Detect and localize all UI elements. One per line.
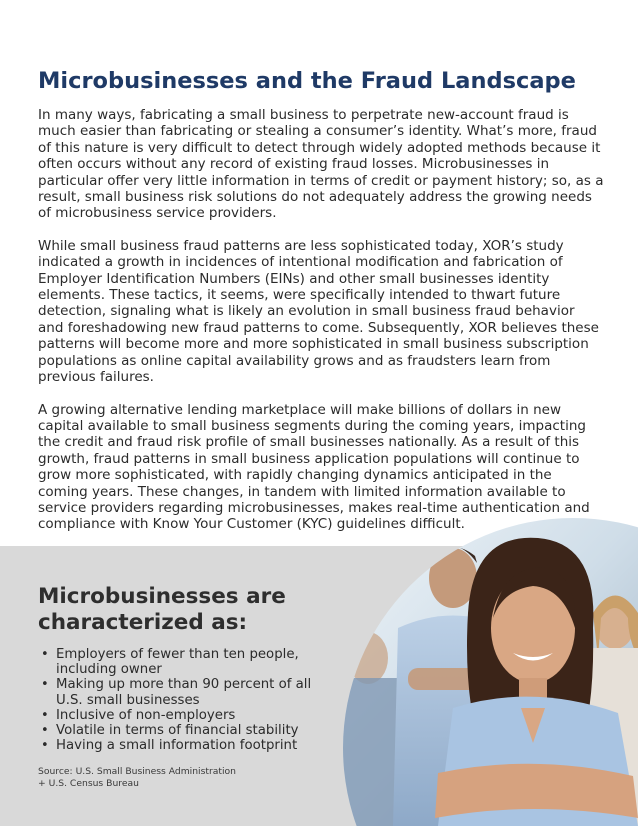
list-item: • Employers of fewer than ten people, including owner [38, 647, 318, 677]
page-title: Microbusinesses and the Fraud Landscape [38, 68, 576, 94]
source-line: Source: U.S. Small Business Administration [38, 766, 236, 777]
paragraph: A growing alternative lending marketplace will make billions of dollars in new capital available to small business segments during the coming years, impacting the credit and fraud risk profile of small businesses nationally. As a result of this growth, fraud patterns in small business application populations will continue to grow more sophisticated, with rapidly changing dynamics anticipated in the coming years. These changes, in tandem with limited information available to service providers regarding microbusinesses, makes real-time authentication and compliance with Know Your Customer (KYC) guidelines difficult. [38, 401, 590, 533]
paragraph: In many ways, fabricating a small business to perpetrate new-account fraud is much easier than fabricating or stealing a consumer’s identity. What’s more, fraud of this nature is very difficult to detect through widely adopted methods because it often occurs without any record of existing fraud losses. Microbusinesses in particular offer very little information in terms of credit or payment history; so, as a result, small business risk solutions do not adequately address the growing needs of microbusiness service providers. [38, 107, 604, 222]
source-line: + U.S. Census Bureau [38, 777, 139, 789]
list-item: • Having a small information footprint [38, 738, 318, 753]
team-photo [343, 518, 638, 826]
list-item: • Making up more than 90 percent of all U.S. small businesses [38, 677, 318, 707]
source-note [38, 766, 298, 789]
list-item: • Volatile in terms of financial stability [38, 723, 318, 738]
characteristics-list [38, 647, 318, 753]
body-text [38, 107, 604, 549]
sidebar-title: Microbusinesses are characterized as: [38, 584, 286, 635]
list-item: • Inclusive of non-employers [38, 708, 318, 723]
paragraph: While small business fraud patterns are less sophisticated today, XOR’s study indicated a growth in incidences of intentional modification and fabrication of Employer Identification Numbers (EINs) and other small businesses identity elements. These tactics, it seems, were specifically intended to thwart future detection, signaling what is likely an evolution in small business fraud behavior and foreshadowing new fraud patterns to come. Subsequently, XOR believes these patterns will become more and more sophisticated in small business subscription populations as online capital availability grows and as fraudsters learn from previous failures. [38, 237, 599, 386]
